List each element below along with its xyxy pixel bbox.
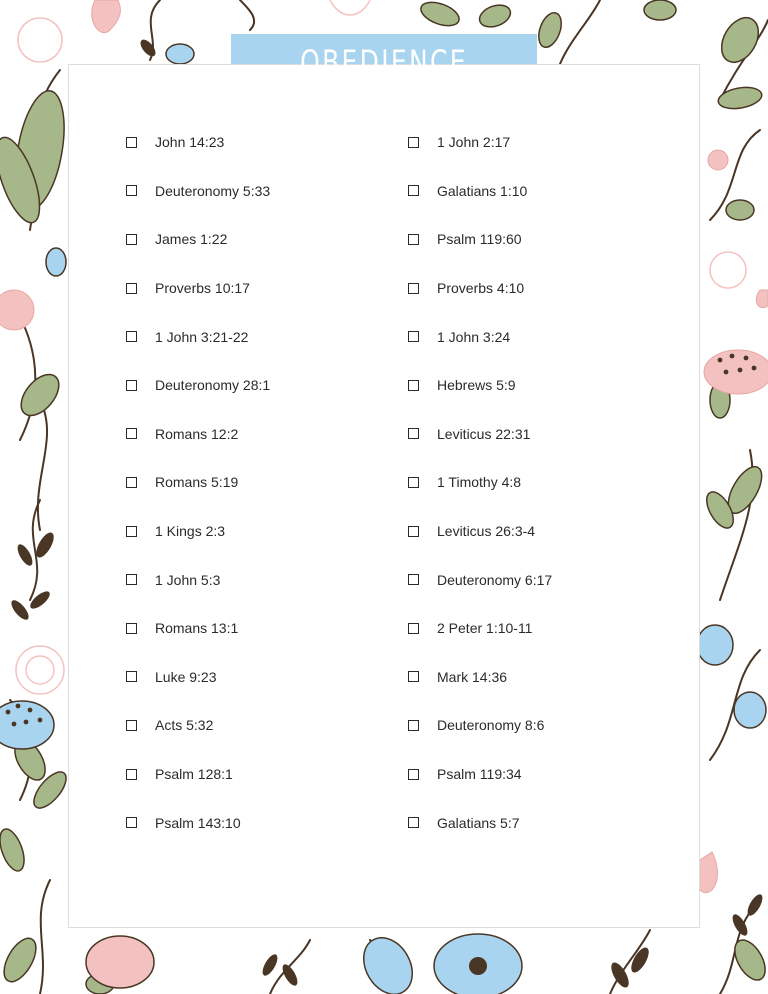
checkbox[interactable]	[126, 817, 137, 828]
checkbox[interactable]	[408, 477, 419, 488]
checkbox[interactable]	[126, 380, 137, 391]
verse-reference: Psalm 119:34	[437, 766, 522, 783]
list-item	[126, 604, 270, 653]
verse-reference: Mark 14:36	[437, 668, 508, 685]
verse-reference: Galatians 1:10	[437, 182, 528, 199]
checkbox[interactable]	[408, 623, 419, 634]
list-item	[408, 167, 552, 216]
list-item	[408, 458, 552, 507]
verse-reference: 1 Kings 2:3	[155, 523, 226, 540]
list-item	[408, 312, 552, 361]
verse-reference: 1 Timothy 4:8	[437, 474, 522, 491]
verse-reference: 2 Peter 1:10-11	[437, 620, 533, 637]
list-item	[408, 701, 552, 750]
verse-reference: Romans 12:2	[155, 425, 239, 442]
list-item	[408, 410, 552, 459]
list-item	[126, 458, 270, 507]
checkbox[interactable]	[408, 234, 419, 245]
verse-reference: Hebrews 5:9	[437, 377, 516, 394]
verse-list-right	[408, 118, 552, 847]
verse-reference: Proverbs 4:10	[437, 280, 525, 297]
checkbox[interactable]	[126, 137, 137, 148]
verse-list-left	[126, 118, 270, 847]
verse-reference: Deuteronomy 8:6	[437, 717, 545, 734]
verse-reference: John 14:23	[155, 134, 225, 151]
verse-reference: Romans 13:1	[155, 620, 239, 637]
list-item	[408, 798, 552, 847]
checkbox[interactable]	[408, 526, 419, 537]
checkbox[interactable]	[126, 331, 137, 342]
checkbox[interactable]	[408, 380, 419, 391]
list-item	[408, 750, 552, 799]
checkbox[interactable]	[126, 234, 137, 245]
checkbox[interactable]	[408, 331, 419, 342]
list-item	[126, 701, 270, 750]
checkbox[interactable]	[408, 671, 419, 682]
checkbox[interactable]	[126, 671, 137, 682]
list-item	[126, 264, 270, 313]
checkbox[interactable]	[126, 720, 137, 731]
verse-reference: Galatians 5:7	[437, 814, 520, 831]
verse-reference: 1 John 3:24	[437, 328, 511, 345]
list-item	[408, 264, 552, 313]
verse-reference: Psalm 143:10	[155, 814, 241, 831]
verse-reference: Romans 5:19	[155, 474, 239, 491]
checkbox[interactable]	[126, 477, 137, 488]
verse-reference: Leviticus 22:31	[437, 425, 531, 442]
verse-reference: Psalm 128:1	[155, 766, 233, 783]
list-item	[126, 167, 270, 216]
list-item	[126, 215, 270, 264]
verse-reference: 1 John 2:17	[437, 134, 511, 151]
verse-reference: Deuteronomy 28:1	[155, 377, 271, 394]
list-item	[126, 750, 270, 799]
verse-reference: Proverbs 10:17	[155, 280, 250, 297]
list-item	[126, 118, 270, 167]
checkbox[interactable]	[408, 720, 419, 731]
checkbox[interactable]	[126, 623, 137, 634]
verse-reference: Luke 9:23	[155, 668, 217, 685]
verse-reference: Leviticus 26:3-4	[437, 523, 536, 540]
checkbox[interactable]	[408, 137, 419, 148]
checkbox[interactable]	[126, 185, 137, 196]
checkbox[interactable]	[408, 817, 419, 828]
list-item	[408, 653, 552, 702]
list-item	[408, 555, 552, 604]
checkbox[interactable]	[408, 185, 419, 196]
list-item	[408, 507, 552, 556]
checkbox[interactable]	[408, 283, 419, 294]
list-item	[126, 410, 270, 459]
list-item	[408, 361, 552, 410]
page-title: OBEDIENCE	[300, 43, 468, 81]
verse-reference: Deuteronomy 5:33	[155, 182, 271, 199]
list-item	[126, 555, 270, 604]
checkbox[interactable]	[126, 283, 137, 294]
verse-reference: Acts 5:32	[155, 717, 214, 734]
verse-reference: 1 John 3:21-22	[155, 328, 249, 345]
checkbox[interactable]	[408, 428, 419, 439]
list-item	[126, 653, 270, 702]
list-item	[126, 312, 270, 361]
checkbox[interactable]	[408, 574, 419, 585]
checkbox[interactable]	[126, 526, 137, 537]
verse-reference: Deuteronomy 6:17	[437, 571, 553, 588]
list-item	[408, 604, 552, 653]
verse-reference: 1 John 5:3	[155, 571, 221, 588]
checkbox[interactable]	[408, 769, 419, 780]
checkbox[interactable]	[126, 574, 137, 585]
list-item	[126, 507, 270, 556]
list-item	[126, 798, 270, 847]
list-item	[408, 118, 552, 167]
verse-reference: James 1:22	[155, 231, 228, 248]
verse-reference: Psalm 119:60	[437, 231, 522, 248]
checkbox[interactable]	[126, 428, 137, 439]
checkbox[interactable]	[126, 769, 137, 780]
list-item	[126, 361, 270, 410]
list-item	[408, 215, 552, 264]
